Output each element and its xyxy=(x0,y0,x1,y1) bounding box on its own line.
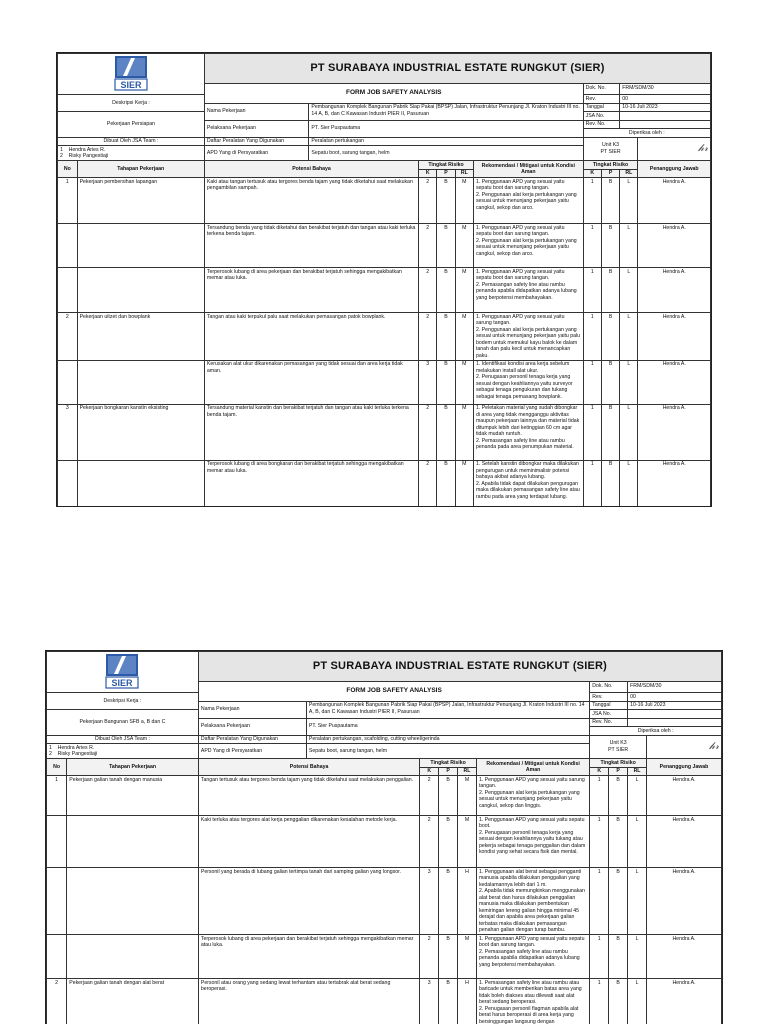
row-k-after: 1 xyxy=(590,868,609,935)
col-p: P xyxy=(437,169,455,178)
row-step: Pekerjaan galian tanah dengan manusia xyxy=(67,776,199,816)
made-by-label: Dibuat Oleh JSA Team : xyxy=(47,735,199,744)
meta-value xyxy=(620,112,711,121)
meta-value: FRM/SDM/30 xyxy=(628,682,722,693)
row-p: B xyxy=(437,460,455,506)
recommendation-item: 2. Penggunaan alat kerja pertukangan yang sesuai untuk menunjang pekerjaan yaitu cangkul, sekop dan arco. xyxy=(475,237,577,257)
company-name: PT SURABAYA INDUSTRIAL ESTATE RUNGKUT (SIER) xyxy=(204,54,710,84)
recommendation-item: 2. Penugasan personil flagman apabila alat berat harus beroperasi di area kerja yang bersinggungan langsung dengan xyxy=(478,1005,579,1024)
row-rl-after: L xyxy=(628,979,647,1024)
row-k-after: 1 xyxy=(583,404,601,460)
row-responsible: Hendra A. xyxy=(638,360,711,404)
row-responsible: Hendra A. xyxy=(638,460,711,506)
row-k: 3 xyxy=(420,868,439,935)
row-p: B xyxy=(437,268,455,313)
row-recommendation xyxy=(476,776,589,816)
table-row xyxy=(58,404,711,460)
row-k-after: 1 xyxy=(583,268,601,313)
row-rl-after: L xyxy=(620,404,638,460)
row-responsible: Hendra A. xyxy=(638,224,711,268)
checked-by-label: Diperiksa oleh : xyxy=(590,727,722,736)
row-no: 1 xyxy=(47,776,67,816)
row-recommendation xyxy=(473,178,583,224)
row-hazard: Tersandung benda yang tidak diketahui dan berakibat terjatuh dan tangan atau kaki terluka terkena benda tajam. xyxy=(204,224,418,268)
row-rl-after: L xyxy=(628,816,647,868)
jsa-team xyxy=(58,146,205,161)
table-row xyxy=(58,224,711,268)
table-row xyxy=(58,313,711,361)
col-p-after: P xyxy=(601,169,619,178)
recommendation-item: 2. Penggunaan alat kerja pertukangan yang sesuai untuk menunjang pekerjaan yaitu cangkul, sekop dan linggis. xyxy=(478,789,580,809)
col-responsible: Penanggung Jawab xyxy=(638,161,711,178)
tools-label: Daftar Peralatan Yang Digunakan xyxy=(204,137,308,146)
row-rl-after: L xyxy=(628,776,647,816)
row-recommendation xyxy=(473,404,583,460)
row-k-after: 1 xyxy=(590,979,609,1024)
meta-value xyxy=(628,718,722,727)
row-responsible: Hendra A. xyxy=(638,178,711,224)
apd-label: APD Yang di Persyaratkan xyxy=(198,744,306,759)
row-responsible: Hendra A. xyxy=(638,313,711,361)
row-p-after: B xyxy=(601,224,619,268)
row-responsible: Hendra A. xyxy=(638,268,711,313)
row-k-after: 1 xyxy=(590,935,609,979)
meta-value: 00 xyxy=(620,95,711,104)
row-rl-after: L xyxy=(620,460,638,506)
row-p: B xyxy=(439,776,458,816)
row-step: Pekerjaan pembersihan lapangan xyxy=(77,178,204,224)
row-rl: M xyxy=(455,224,473,268)
row-recommendation xyxy=(473,313,583,361)
row-k: 3 xyxy=(420,979,439,1024)
row-k: 2 xyxy=(419,460,437,506)
meta-value: 10-16 Juli 2023 xyxy=(628,701,722,710)
row-no xyxy=(47,868,67,935)
recommendation-item: 2. Pemasangan safety line atau rambu penanda apabila didapatkan adanya lubang yang berpotensi membahayakan. xyxy=(478,948,580,968)
row-step: Pekerjaan bongkaran kanstin eksisting xyxy=(77,404,204,460)
jsa-header-table xyxy=(46,651,722,1024)
row-rl-after: L xyxy=(628,935,647,979)
executor-value: PT. Sier Puspautama xyxy=(306,718,589,735)
row-p: B xyxy=(437,404,455,460)
sier-logo-icon xyxy=(113,55,149,91)
jsa-sheet xyxy=(46,651,722,1024)
meta-value: 10-16 Juli 2023 xyxy=(620,103,711,112)
row-step xyxy=(77,360,204,404)
team-member: 1 Hendra Aries R. xyxy=(60,146,106,153)
row-no: 1 xyxy=(58,178,78,224)
col-p: P xyxy=(439,767,458,776)
job-desc-value: Pekerjaan Bangunan SFB a, B dan C xyxy=(47,710,199,736)
table-row xyxy=(47,816,722,868)
row-k-after: 1 xyxy=(583,178,601,224)
recommendation-item: 2. Pemasangan safety line atau rambu penanda pada area penumpukan material. xyxy=(475,437,574,450)
project-value: Pembangunan Komplek Bangunan Pabrik Siap Pakai (BPSP) Jalan, Infrastruktur Penunjang Jl. Kraton Industri III no. 14 A, B, dan C Kawasan Industri PIER II, Pasuruan xyxy=(309,103,583,120)
apd-value: Sepatu boot, sarung tangan, helm xyxy=(309,146,583,161)
recommendation-item: 1. Penggunaan APD yang sesuai yaitu sarung tangan. xyxy=(478,776,585,789)
row-k-after: 1 xyxy=(583,360,601,404)
row-hazard: Tangan atau kaki terpukul palu saat melakukan pemasangan patok bowplank. xyxy=(204,313,418,361)
meta-value: 00 xyxy=(628,693,722,702)
row-no xyxy=(47,935,67,979)
col-risk: Tingkat Risiko xyxy=(420,759,477,768)
row-p: B xyxy=(437,360,455,404)
row-rl: M xyxy=(455,404,473,460)
recommendation-item: 1. Identifikasi kondisi area kerja sebelum melakukan install alat ukur. xyxy=(475,361,570,374)
executor-label: Pelaksana Pekerjaan xyxy=(204,120,308,137)
row-rl: H xyxy=(458,979,477,1024)
row-rl-after: L xyxy=(620,268,638,313)
row-k-after: 1 xyxy=(590,816,609,868)
meta-label: Dok. No. xyxy=(590,682,628,693)
row-no xyxy=(58,360,78,404)
table-row xyxy=(58,268,711,313)
row-responsible: Hendra A. xyxy=(646,935,721,979)
row-rl: M xyxy=(458,816,477,868)
recommendation-item: 1. Pemasangan safety line atau rambu atau baricade untuk memberikan batas area yang tidak boleh diakses atau dilewati saat alat berat sedang beroperasi. xyxy=(478,979,582,1005)
row-rl: M xyxy=(455,268,473,313)
row-rl-after: L xyxy=(620,178,638,224)
signature: 𝒽𝓇 xyxy=(646,735,721,759)
row-no xyxy=(58,224,78,268)
table-row xyxy=(47,776,722,816)
recommendation-item: 1. Penggunaan APD yang sesuai yaitu sepatu boot dan sarung tangan. xyxy=(475,224,565,237)
row-hazard: Tangan tertusuk atau tergores benda tajam yang tidak diketahui saat melakukan penggalian. xyxy=(198,776,419,816)
col-step: Tahapan Pekerjaan xyxy=(77,161,204,178)
row-p: B xyxy=(439,979,458,1024)
jsa-page-2 xyxy=(45,650,723,1024)
col-hazard: Potensi Bahaya xyxy=(198,759,419,776)
col-no: No xyxy=(58,161,78,178)
row-rl-after: L xyxy=(620,360,638,404)
row-k-after: 1 xyxy=(583,224,601,268)
recommendation-item: 1. Penggunaan alat berat sebagai pengganti manusia apabila dilakukan penggalian yang kedalamannya lebih dari 1 m. xyxy=(478,868,582,888)
col-risk-after: Tingkat Risiko xyxy=(590,759,647,768)
row-rl: M xyxy=(455,360,473,404)
row-p-after: B xyxy=(609,935,628,979)
meta-value xyxy=(620,120,711,129)
project-label: Nama Pekerjaan xyxy=(198,701,306,718)
meta-label: JSA No. xyxy=(590,710,628,719)
row-hazard: Terperosok lubang di area pekerjaan dan berakibat terjatuh sehingga mengakibatkan memar atau luka. xyxy=(204,268,418,313)
col-rl: RL xyxy=(458,767,477,776)
table-row xyxy=(47,979,722,1024)
team-member: 1 Hendra Aries R. xyxy=(49,744,95,751)
apd-label: APD Yang di Persyaratkan xyxy=(204,146,308,161)
row-k: 2 xyxy=(420,816,439,868)
row-p-after: B xyxy=(609,816,628,868)
row-no: 3 xyxy=(58,404,78,460)
row-step: Pekerjaan galian tanah dengan alat berat xyxy=(67,979,199,1024)
col-k-after: K xyxy=(583,169,601,178)
row-rl: M xyxy=(458,776,477,816)
row-k: 2 xyxy=(419,224,437,268)
row-recommendation xyxy=(473,460,583,506)
recommendation-item: 2. Apabila tidak dapat dilakukan pengurugan maka dilakukan pemasangan safety line atau rambu pada area yang terdapat lubang. xyxy=(475,480,580,500)
row-k-after: 1 xyxy=(583,460,601,506)
row-rl: M xyxy=(455,460,473,506)
meta-label: Dok. No. xyxy=(583,84,620,95)
row-responsible: Hendra A. xyxy=(638,404,711,460)
sier-logo-icon xyxy=(104,653,140,689)
table-row xyxy=(58,178,711,224)
col-rl-after: RL xyxy=(628,767,647,776)
col-step: Tahapan Pekerjaan xyxy=(67,759,199,776)
row-hazard: Tersandung material kanstin dan berakibat terjatuh dan tangan atau kaki terluka terkena benda tajam. xyxy=(204,404,418,460)
tools-value: Peralatan pertukangan xyxy=(309,137,583,146)
col-k-after: K xyxy=(590,767,609,776)
row-recommendation xyxy=(476,868,589,935)
row-p: B xyxy=(437,313,455,361)
col-responsible: Penanggung Jawab xyxy=(646,759,721,776)
company-name: PT SURABAYA INDUSTRIAL ESTATE RUNGKUT (SIER) xyxy=(198,652,721,682)
row-p-after: B xyxy=(609,868,628,935)
row-p-after: B xyxy=(601,404,619,460)
row-recommendation xyxy=(473,360,583,404)
recommendation-item: 2. Penugasan personil tenaga kerja yang sesuai dengan keahliannya yaitu surveyor sebagai tenaga pengukuran dan tukang sebagai tenaga pemasang bowplank. xyxy=(475,374,573,400)
row-k: 2 xyxy=(420,935,439,979)
col-recommendation: Rekomendasi / Mitigasi untuk Kondisi Aman xyxy=(473,161,583,178)
row-p-after: B xyxy=(601,460,619,506)
row-rl-after: L xyxy=(620,313,638,361)
table-row xyxy=(47,935,722,979)
unit-k3: Unit K3 PT SIER xyxy=(590,735,647,759)
checked-by-label: Diperiksa oleh : xyxy=(583,129,710,138)
row-step xyxy=(77,224,204,268)
recommendation-item: 2. Penggunaan alat kerja pertukangan yang sesuai untuk menunjang pekerjaan yaitu cangkul, sekop dan arco. xyxy=(475,191,577,211)
row-step: Pekerjaan uitzet dan bowplank xyxy=(77,313,204,361)
meta-label: JSA No. xyxy=(583,112,620,121)
row-k: 2 xyxy=(420,776,439,816)
row-responsible: Hendra A. xyxy=(646,776,721,816)
row-k-after: 1 xyxy=(590,776,609,816)
row-step xyxy=(67,868,199,935)
row-rl: M xyxy=(455,313,473,361)
row-k: 2 xyxy=(419,178,437,224)
row-recommendation xyxy=(473,224,583,268)
col-rl: RL xyxy=(455,169,473,178)
recommendation-item: 2. Pemasangan safety line atau rambu penanda apabila didapatkan adanya lubang yang berpotensi membahayakan. xyxy=(475,281,577,301)
meta-label: Rev. xyxy=(590,693,628,702)
signature: 𝒽𝓇 xyxy=(638,137,711,161)
recommendation-item: 1. Setelah kanstin dibongkar maka dilakukan pengurugan untuk meminimalisir potensi bahaya akibat adanya lubang. xyxy=(475,461,579,480)
recommendation-item: 1. Penggunaan APD yang sesuai yaitu sepatu boot dan sarung tangan. xyxy=(475,178,565,191)
executor-label: Pelaksana Pekerjaan xyxy=(198,718,306,735)
row-k: 2 xyxy=(419,268,437,313)
meta-label: Tanggal xyxy=(583,103,620,112)
row-responsible: Hendra A. xyxy=(646,868,721,935)
row-k: 3 xyxy=(419,360,437,404)
job-desc-label: Deskripsi Kerja : xyxy=(47,693,199,710)
row-recommendation xyxy=(476,979,589,1024)
col-p-after: P xyxy=(609,767,628,776)
row-responsible: Hendra A. xyxy=(646,979,721,1024)
row-p-after: B xyxy=(601,313,619,361)
row-p: B xyxy=(439,816,458,868)
executor-value: PT. Sier Puspautama xyxy=(309,120,583,137)
project-label: Nama Pekerjaan xyxy=(204,103,308,120)
row-p-after: B xyxy=(601,178,619,224)
row-step xyxy=(67,935,199,979)
logo-text: SIER xyxy=(111,677,133,688)
table-row xyxy=(58,460,711,506)
row-hazard: Terperosok lubang di area pekerjaan dan berakibat terjatuh sehingga mengakibatkan memar atau luka. xyxy=(198,935,419,979)
row-p: B xyxy=(439,935,458,979)
row-hazard: Terperosok lubang di area bongkaran dan berakibat terjatuh sehingga mengakibatkan memar atau luka. xyxy=(204,460,418,506)
row-k-after: 1 xyxy=(583,313,601,361)
row-p: B xyxy=(437,178,455,224)
row-hazard: Personil yang berada di lubang galian tertimpa tanah dari samping galian yang longsor. xyxy=(198,868,419,935)
row-rl-after: L xyxy=(620,224,638,268)
row-p: B xyxy=(437,224,455,268)
row-p-after: B xyxy=(601,360,619,404)
sier-logo xyxy=(47,652,199,693)
logo-text: SIER xyxy=(120,79,142,90)
row-hazard: Personil atau orang yang sedang lewat terhantam atau tertabrak alat berat sedang beroperasi. xyxy=(198,979,419,1024)
recommendation-item: 1. Penggunaan APD yang sesuai yaitu sepatu boot dan sarung tangan. xyxy=(475,268,565,281)
col-rl-after: RL xyxy=(620,169,638,178)
sier-logo xyxy=(58,54,205,95)
row-p-after: B xyxy=(609,979,628,1024)
col-hazard: Potensi Bahaya xyxy=(204,161,418,178)
row-no: 2 xyxy=(58,313,78,361)
made-by-label: Dibuat Oleh JSA Team : xyxy=(58,137,205,146)
row-recommendation xyxy=(473,268,583,313)
table-row xyxy=(47,868,722,935)
row-rl: M xyxy=(458,935,477,979)
jsa-page-1 xyxy=(56,52,712,507)
row-k: 2 xyxy=(419,404,437,460)
row-step xyxy=(67,816,199,868)
col-risk: Tingkat Risiko xyxy=(419,161,474,170)
row-p-after: B xyxy=(601,268,619,313)
meta-label: Tanggal xyxy=(590,701,628,710)
row-hazard: Kerusakan alat ukur dikarenakan pemasangan yang tidak sesuai dan area kerja tidak aman. xyxy=(204,360,418,404)
recommendation-item: 1. Penggunaan APD yang sesuai yaitu sepatu boot. xyxy=(478,816,585,829)
meta-value xyxy=(628,710,722,719)
form-title: FORM JOB SAFETY ANALYSIS xyxy=(198,682,589,702)
recommendation-item: 2. Penggunaan alat kerja pertukangan yang sesuai untuk menunjang pekerjaan yaitu palu bodem untuk memukul kayu balok ke dalam tanah dan palu kecil untuk menancapkan paku. xyxy=(475,326,581,359)
recommendation-item: 2. Penugasan personil tenaga kerja yang sesuai dengan keahliannya yaitu tukang atau pekerja sebagai tenaga penggalian dan dalam kondisi yang sehat secara fisik dan mental. xyxy=(478,829,586,855)
row-rl-after: L xyxy=(628,868,647,935)
team-member: 2 Risky Pangestiaji xyxy=(60,153,109,159)
form-title: FORM JOB SAFETY ANALYSIS xyxy=(204,84,583,104)
recommendation-item: 1. Penggunaan APD yang sesuai yaitu sepatu boot dan sarung tangan. xyxy=(478,935,585,948)
row-step xyxy=(77,460,204,506)
row-p-after: B xyxy=(609,776,628,816)
row-responsible: Hendra A. xyxy=(646,816,721,868)
row-hazard: Kaki atau tangan tertusuk atau tergores benda tajam yang tidak diketahui saat melakukan pengambilan sampah. xyxy=(204,178,418,224)
row-no xyxy=(58,460,78,506)
tools-label: Daftar Peralatan Yang Digunakan xyxy=(198,735,306,744)
row-step xyxy=(77,268,204,313)
col-recommendation: Rekomendasi / Mitigasi untuk Kondisi Aman xyxy=(476,759,589,776)
meta-label: Rev. No. xyxy=(583,120,620,129)
project-value: Pembangunan Komplek Bangunan Pabrik Siap Pakai (BPSP) Jalan, Infrastruktur Penunjang Jl. Kraton Industri III no. 14 A, B, dan C Kawasan Industri PIER II, Pasuruan xyxy=(306,701,589,718)
row-recommendation xyxy=(476,816,589,868)
col-k: K xyxy=(420,767,439,776)
table-row xyxy=(58,360,711,404)
col-no: No xyxy=(47,759,67,776)
col-k: K xyxy=(419,169,437,178)
recommendation-item: 2. Apabila tidak memungkinkan menggunakan alat berat dan harus dilakukan penggalian manusia maka dilakukan pembentukan kemiringan lereng galian hingga minimal 45 derajat dan apabila area pekerjaan galian terbatas maka dilakukan pemasangan penahan galian dengan turap bambu. xyxy=(478,888,586,933)
recommendation-item: 1. Peletakan material yang sudah dibongkar di area yang tidak mengganggu aktivitas maupun pekerjaan lainnya dan material tidak ditumpuk lebih dari ketinggian 60 cm agar tidak mudah runtuh. xyxy=(475,405,580,437)
row-no xyxy=(58,268,78,313)
row-no: 2 xyxy=(47,979,67,1024)
team-member: 2 Risky Pangestiaji xyxy=(49,751,98,757)
row-no xyxy=(47,816,67,868)
meta-label: Rev. xyxy=(583,95,620,104)
job-desc-label: Deskripsi Kerja : xyxy=(58,95,205,112)
tools-value: Peralatan pertukangan, scafolding, cutting wheel/gerinda xyxy=(306,735,589,744)
apd-value: Sepatu boot, sarung tangan, helm xyxy=(306,744,589,759)
recommendation-item: 1. Penggunaan APD yang sesuai yaitu sarung tangan. xyxy=(475,313,565,326)
row-recommendation xyxy=(476,935,589,979)
job-desc-value: Pekerjaan Persiapan xyxy=(58,112,205,138)
jsa-header-table xyxy=(57,53,711,507)
row-rl: H xyxy=(458,868,477,935)
meta-label: Rev. No. xyxy=(590,718,628,727)
row-p: B xyxy=(439,868,458,935)
row-k: 2 xyxy=(419,313,437,361)
col-risk-after: Tingkat Risiko xyxy=(583,161,638,170)
jsa-team xyxy=(47,744,199,759)
meta-value: FRM/SDM/30 xyxy=(620,84,711,95)
row-rl: M xyxy=(455,178,473,224)
jsa-sheet xyxy=(57,53,711,507)
row-hazard: Kaki terluka atau tergores alat kerja penggalian dikarenakan kesalahan metode kerja. xyxy=(198,816,419,868)
unit-k3: Unit K3 PT SIER xyxy=(583,137,638,161)
